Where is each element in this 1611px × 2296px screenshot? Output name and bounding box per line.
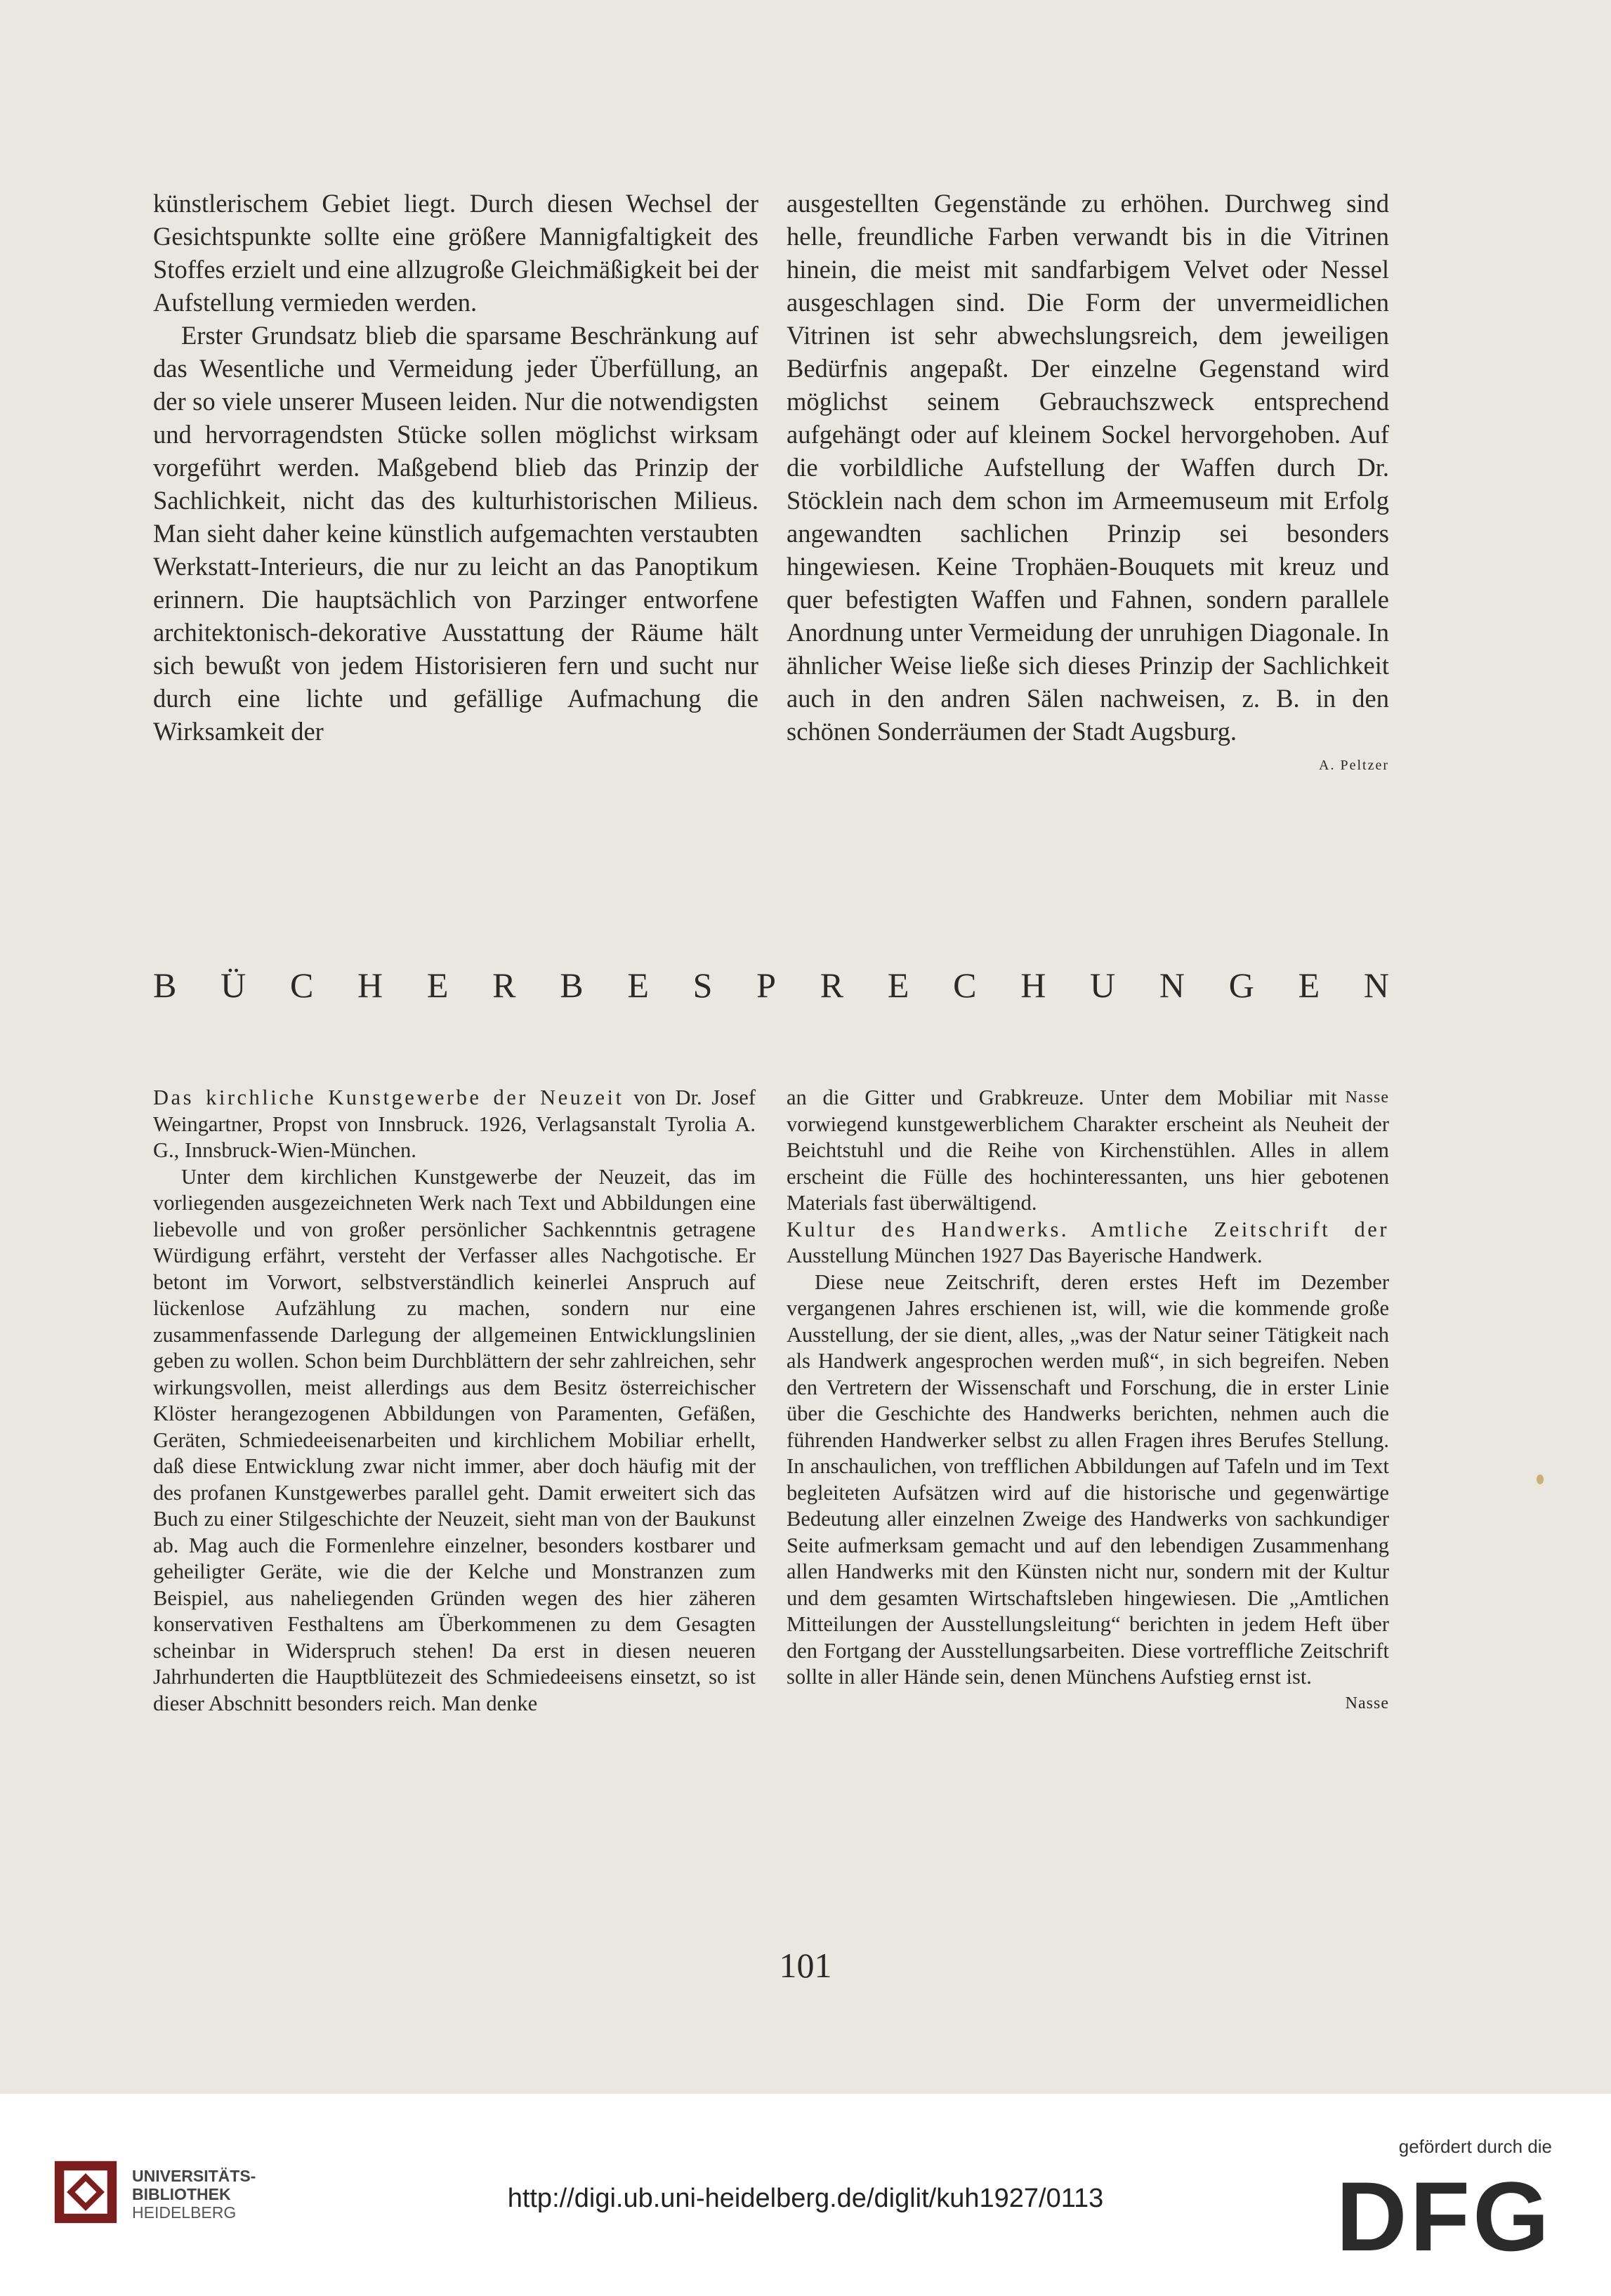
heading-letter: R — [820, 965, 844, 1005]
heading-letter: Ü — [221, 965, 246, 1005]
review-signature: Nasse — [1345, 1694, 1389, 1713]
heading-letter: P — [756, 965, 776, 1005]
dfg-logo: DFG — [1336, 2161, 1552, 2271]
heading-letter: E — [426, 965, 449, 1005]
heading-letter: G — [1228, 965, 1254, 1005]
heading-letter: B — [153, 965, 177, 1005]
article-right-column — [787, 187, 1389, 782]
digitization-footer — [0, 2094, 1611, 2296]
paper-speck — [1537, 1474, 1544, 1484]
heading-letter: E — [887, 965, 909, 1005]
reviews-right-column — [787, 1085, 1389, 1717]
library-name-line: UNIVERSITÄTS- — [132, 2167, 256, 2185]
heading-letter: B — [560, 965, 584, 1005]
heading-letter: N — [1363, 965, 1389, 1005]
section-heading — [153, 961, 1389, 1010]
review-title-rest: Amtliche Zeitschrift der — [1090, 1217, 1389, 1241]
review-signature: Nasse — [1345, 1088, 1389, 1107]
reviews-left-column — [153, 1085, 756, 1717]
heading-letter: N — [1159, 965, 1185, 1005]
heading-letter: E — [1298, 965, 1320, 1005]
library-name-line: BIBLIOTHEK — [132, 2185, 231, 2203]
article-paragraph: Erster Grundsatz blieb die sparsame Beschränkung auf das Wesentliche und Vermeidung jeder Überfüllung, an der so viele unserer Museen leiden. Nur die notwendigsten und hervorragendsten Stücke sollen möglichst wirksam vorgeführt werden. Maßgebend blieb das Prinzip der Sachlichkeit, nicht das des kulturhistorischen Milieus. Man sieht daher keine künstlich aufgemachten verstaubten Werkstatt-Interieurs, die nur zu leicht an das Panoptikum erinnern. Die hauptsächlich von Parzinger entworfene architektonisch-dekorative Ausstattung der Räume hält sich bewußt von jedem Historisieren fern und sucht nur durch eine lichte und gefällige Aufmachung die Wirksamkeit der — [153, 321, 758, 746]
article-signature: A. Peltzer — [1319, 758, 1389, 773]
funded-by-label: gefördert durch die — [1398, 2136, 1552, 2157]
review-heading — [153, 1085, 756, 1164]
review-title: Kultur des Handwerks. — [787, 1217, 1069, 1241]
review-continuation-text: an die Gitter und Grabkreuze. Unter dem Mobiliar mit vorwiegend kunstgewerblichem Charakter erscheint als Neuheit der Beichtstuhl und die Reihe von Kirchenstühlen. Alles in allem erscheint die Fülle des hochinteressanten, uns hier gebotenen Materials fast überwältigend. — [787, 1086, 1389, 1215]
review-continuation — [787, 1085, 1389, 1217]
review-citation: Ausstellung München 1927 Das Bayerische Handwerk. — [787, 1243, 1263, 1267]
review-body-text: Diese neue Zeitschrift, deren erstes Heft im Dezember vergangenen Jahres erschienen ist, will, wie die kommende große Ausstellung, der sie dient, alles, „was der Natur seiner Tätigkeit nach als Handwerk angesprochen werden muß“, in sich begreifen. Neben den Vertretern der Wissenschaft und Forschung, die in erster Linie über die Geschichte des Handwerks berichten, nehmen auch die führenden Handwerker selbst zu allen Fragen ihres Berufes Stellung. In anschaulichen, von trefflichen Abbildungen auf Tafeln und im Text begleiteten Aufsätzen wird auf die historische und gegenwärtige Bedeutung aller einzelnen Zweige des Handwerks von sachkundiger Seite aufmerksam gemacht und auf den lebendigen Zusammenhang allen Handwerks mit den Künsten nicht nur, sondern mit der Kultur und dem gesamten Wirtschaftsleben hingewiesen. Die „Amtlichen Mitteilungen der Ausstellungsleitung“ berichten in jedem Heft über den Fortgang der Ausstellungsarbeiten. Diese vortreffliche Zeitschrift sollte in aller Hände sein, denen Münchens Aufstieg ernst ist. — [787, 1269, 1389, 1689]
heading-letter: H — [1020, 965, 1046, 1005]
article-left-column — [153, 187, 758, 748]
heading-letter: E — [627, 965, 649, 1005]
heading-letter: C — [953, 965, 977, 1005]
heading-letter: R — [492, 965, 516, 1005]
review-body: Unter dem kirchlichen Kunstgewerbe der Neuzeit, das im vorliegenden ausgezeichneten Werk nach Text und Abbildungen eine liebevolle und von großer persönlicher Sachkenntnis getragene Würdigung erfährt, versteht der Verfasser alles Nachgotische. Er betont im Vorwort, selbstverständlich keinerlei Anspruch auf lückenlose Aufzählung zu machen, sondern nur eine zusammenfassende Darlegung der allgemeinen Entwicklungslinien geben zu wollen. Schon beim Durchblättern der sehr zahlreichen, sehr wirkungsvollen, meist allerdings aus dem Besitz österreichischer Klöster herangezogenen Abbildungen von Paramenten, Gefäßen, Geräten, Schmiedeeisenarbeiten und kirchlichem Mobiliar erhellt, daß diese Entwicklung zwar nicht immer, aber doch häufig mit der des profanen Kunstgewerbes parallel geht. Damit erweitert sich das Buch zu einer Stilgeschichte der Neuzeit, sieht man von der Baukunst ab. Mag auch die Formenlehre einzelner, besonders kostbarer und geheiligter Geräte, wie die der Kelche und Monstranzen zum Beispiel, aus naheliegenden Gründen wegen des hier zäheren konservativen Festhaltens am Überkommenen zu dem Gesagten scheinbar in Widerspruch stehen! Da erst in diesen neueren Jahrhunderten die Hauptblütezeit des Schmiedeeisens einsetzt, so ist dieser Abschnitt besonders reich. Man denke — [153, 1164, 756, 1715]
heading-letter: C — [289, 965, 314, 1005]
review-heading — [787, 1217, 1389, 1269]
review-title: Das kirchliche Kunstgewerbe der Neuzeit — [153, 1086, 624, 1109]
article-paragraph: ausgestellten Gegenstände zu erhöhen. Durchweg sind helle, freundliche Farben verwandt bis in die Vitrinen hinein, die meist mit sandfarbigem Velvet oder Nessel ausgeschlagen sind. Die Form der unvermeidlichen Vitrinen ist sehr abwechslungsreich, dem jeweiligen Bedürfnis angepaßt. Der einzelne Gegenstand wird möglichst seinem Gebrauchszweck entsprechend aufgehängt oder auf kleinem Sockel hervorgehoben. Auf die vorbildliche Aufstellung der Waffen durch Dr. Stöcklein nach dem schon im Armeemuseum mit Erfolg angewandten sachlichen Prinzip sei besonders hingewiesen. Keine Trophäen-Bouquets mit kreuz und quer befestigten Waffen und Fahnen, sondern parallele Anordnung unter Vermeidung der unruhigen Diagonale. In ähnlicher Weise ließe sich dieses Prinzip der Sachlichkeit auch in den andren Sälen nachweisen, z. B. in den schönen Sonderräumen der Stadt Augsburg. — [787, 189, 1389, 746]
heading-letter: U — [1090, 965, 1116, 1005]
page-number: 101 — [779, 1946, 832, 1985]
heading-letter: H — [357, 965, 383, 1005]
review-citation: von Dr. Josef Weingartner, Propst von Innsbruck. 1926, Verlagsanstalt Tyrolia A. G., Innsbruck-Wien-München. — [153, 1086, 756, 1162]
review-body — [787, 1269, 1389, 1713]
library-name-line: HEIDELBERG — [132, 2203, 237, 2222]
article-paragraph: künstlerischem Gebiet liegt. Durch diesen Wechsel der Gesichtspunkte sollte eine größere Mannigfaltigkeit des Stoffes erzielt und eine allzugroße Gleichmäßigkeit bei der Aufstellung vermieden werden. — [153, 189, 758, 317]
heading-letter: S — [692, 965, 713, 1005]
source-url-link[interactable]: http://digi.ub.uni-heidelberg.de/diglit/kuh1927/0113 — [507, 2184, 1104, 2213]
